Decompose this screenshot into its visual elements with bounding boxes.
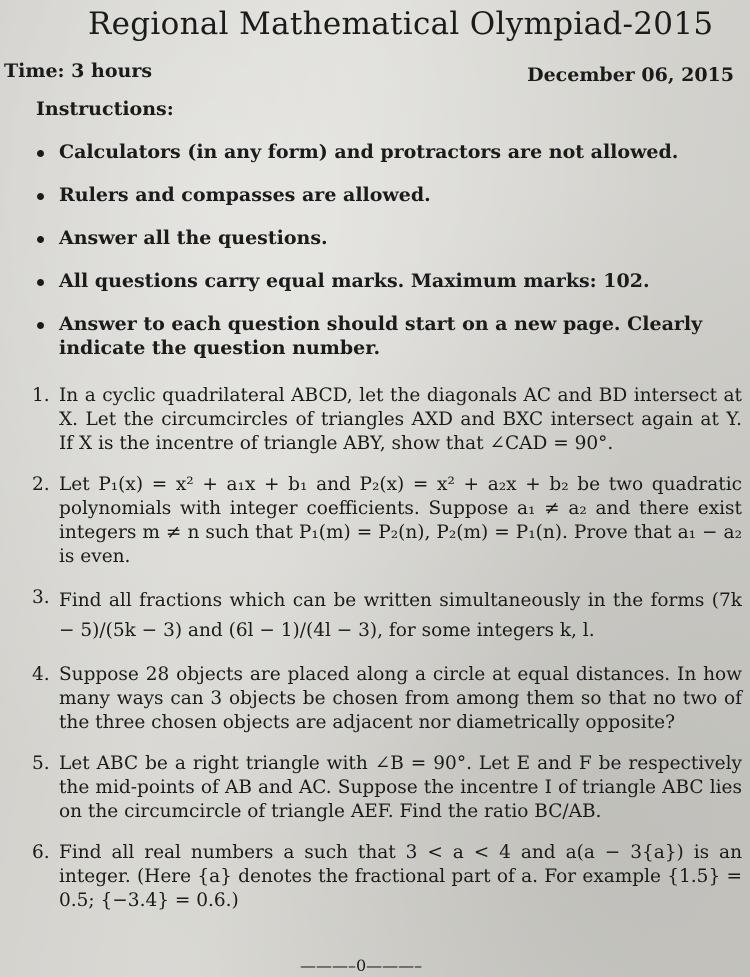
problem-text: Let ABC be a right triangle with ∠B = 90°. Let E and F be respectively the mid-points of AB and AC. Suppose the incentre I of triangle ABC lies on the circumcircle of triangle AEF. Find the ratio BC/AB. [59, 753, 742, 822]
problem-list [32, 384, 742, 930]
problem-2 [32, 473, 742, 569]
problem-number: 3. [32, 587, 50, 608]
exam-duration: Time: 3 hours [4, 60, 153, 82]
instructions-heading: Instructions: [36, 98, 174, 120]
problem-5 [32, 752, 742, 824]
instructions-list [36, 140, 740, 379]
problem-6 [32, 841, 742, 913]
problem-number: 1. [32, 385, 50, 406]
problem-text: Let P₁(x) = x² + a₁x + b₁ and P₂(x) = x² + a₂x + b₂ be two quadratic polynomials with integer coefficients. Suppose a₁ ≠ a₂ and there exist integers m ≠ n such that P₁(m) = P₂(n), P₂(m) = P₁(n). Prove that a₁ − a₂ is even. [59, 474, 742, 567]
instruction-item: Answer to each question should start on a new page. Clearly indicate the question number. [36, 312, 740, 360]
problem-number: 4. [32, 664, 50, 685]
problem-text: Find all real numbers a such that 3 < a < 4 and a(a − 3{a}) is an integer. (Here {a} denotes the fractional part of a. For example {1.5} = 0.5; {−3.4} = 0.6.) [59, 842, 742, 911]
instruction-item: Rulers and compasses are allowed. [36, 183, 740, 207]
problem-number: 2. [32, 474, 50, 495]
problem-text: Suppose 28 objects are placed along a circle at equal distances. In how many ways can 3 objects be chosen from among them so that no two of the three chosen objects are adjacent nor diametrically opposite? [59, 664, 742, 733]
problem-text: Find all fractions which can be written simultaneously in the forms (7k − 5)/(5k − 3) and (6l − 1)/(4l − 3), for some integers k, l. [59, 590, 742, 641]
problem-1 [32, 384, 742, 456]
exam-date: December 06, 2015 [527, 64, 734, 86]
end-marker: ———–0———– [300, 956, 423, 975]
instruction-item: Calculators (in any form) and protractors are not allowed. [36, 140, 740, 164]
page-title: Regional Mathematical Olympiad-2015 [88, 6, 714, 42]
problem-text: In a cyclic quadrilateral ABCD, let the diagonals AC and BD intersect at X. Let the circumcircles of triangles AXD and BXC intersect again at Y. If X is the incentre of triangle ABY, show that ∠CAD = 90°. [59, 385, 742, 454]
problem-number: 6. [32, 842, 50, 863]
instruction-item: All questions carry equal marks. Maximum marks: 102. [36, 269, 740, 293]
instruction-item: Answer all the questions. [36, 226, 740, 250]
problem-3 [32, 586, 742, 646]
problem-number: 5. [32, 753, 50, 774]
problem-4 [32, 663, 742, 735]
